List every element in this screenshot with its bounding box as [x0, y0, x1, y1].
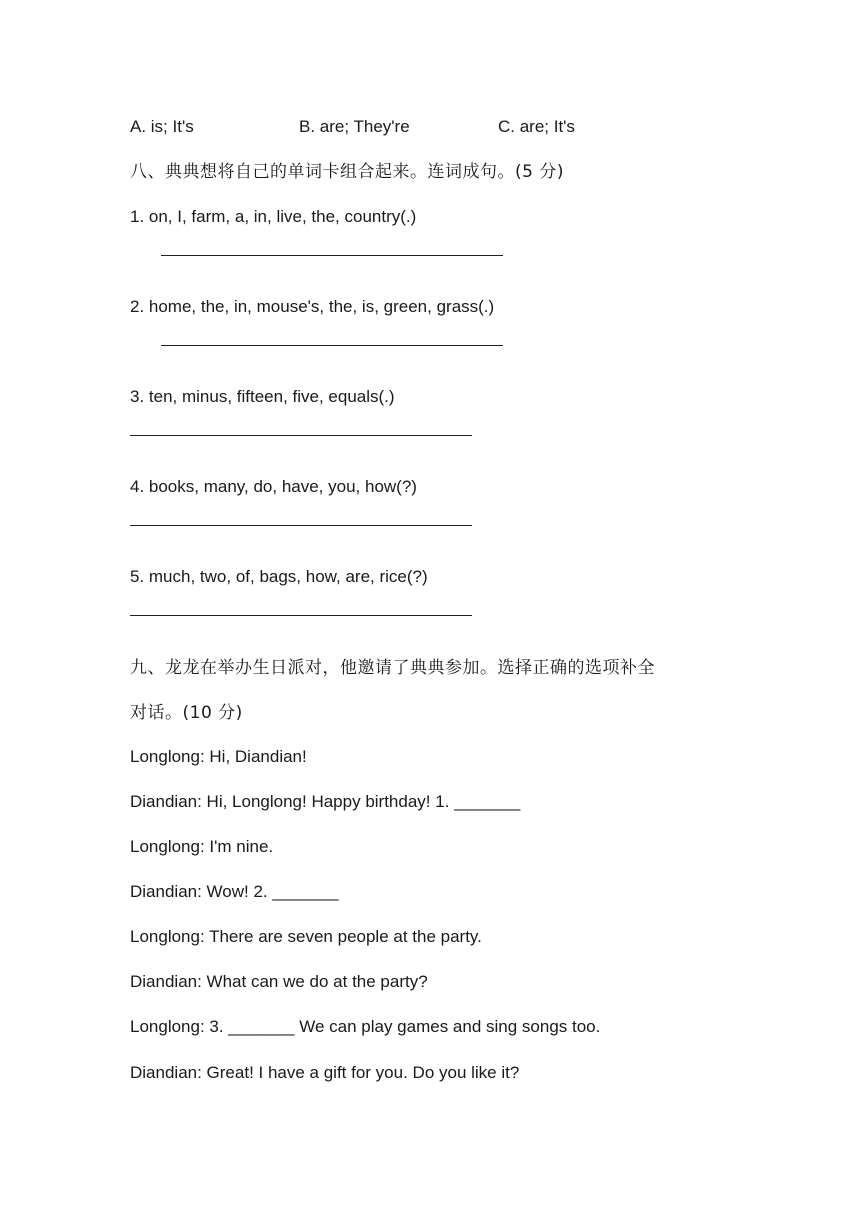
section8-item-2: 2. home, the, in, mouse's, the, is, green, grass(.) [130, 297, 495, 316]
section8-item-3: 3. ten, minus, fifteen, five, equals(.) [130, 387, 395, 406]
option-b: B. are; They're [299, 117, 410, 136]
section9-heading-line1: 九、龙龙在举办生日派对，他邀请了典典参加。选择正确的选项补全 [130, 658, 655, 678]
dialogue-line-8: Diandian: Great! I have a gift for you. Do you like it? [130, 1063, 520, 1082]
dialogue-line-5: Longlong: There are seven people at the party. [130, 927, 482, 946]
section8-item-4: 4. books, many, do, have, you, how(?) [130, 477, 417, 496]
section8-item-1: 1. on, I, farm, a, in, live, the, country(.) [130, 207, 417, 226]
answer-blank-2[interactable] [161, 345, 503, 346]
answer-blank-5[interactable] [130, 615, 472, 616]
dialogue-line-1: Longlong: Hi, Diandian! [130, 747, 307, 766]
section8-heading: 八、典典想将自己的单词卡组合起来。连词成句。(5 分) [130, 162, 564, 182]
section8-item-5: 5. much, two, of, bags, how, are, rice(?) [130, 567, 428, 586]
section9-heading-line2: 对话。(10 分) [130, 703, 243, 723]
dialogue-line-3: Longlong: I'm nine. [130, 837, 274, 856]
option-a: A. is; It's [130, 117, 194, 136]
dialogue-line-2: Diandian: Hi, Longlong! Happy birthday! 1. _______ [130, 792, 521, 811]
answer-blank-4[interactable] [130, 525, 472, 526]
answer-blank-1[interactable] [161, 255, 503, 256]
answer-blank-3[interactable] [130, 435, 472, 436]
dialogue-line-6: Diandian: What can we do at the party? [130, 972, 428, 991]
dialogue-line-7: Longlong: 3. _______ We can play games and sing songs too. [130, 1017, 601, 1036]
option-c: C. are; It's [498, 117, 575, 136]
dialogue-line-4: Diandian: Wow! 2. _______ [130, 882, 339, 901]
